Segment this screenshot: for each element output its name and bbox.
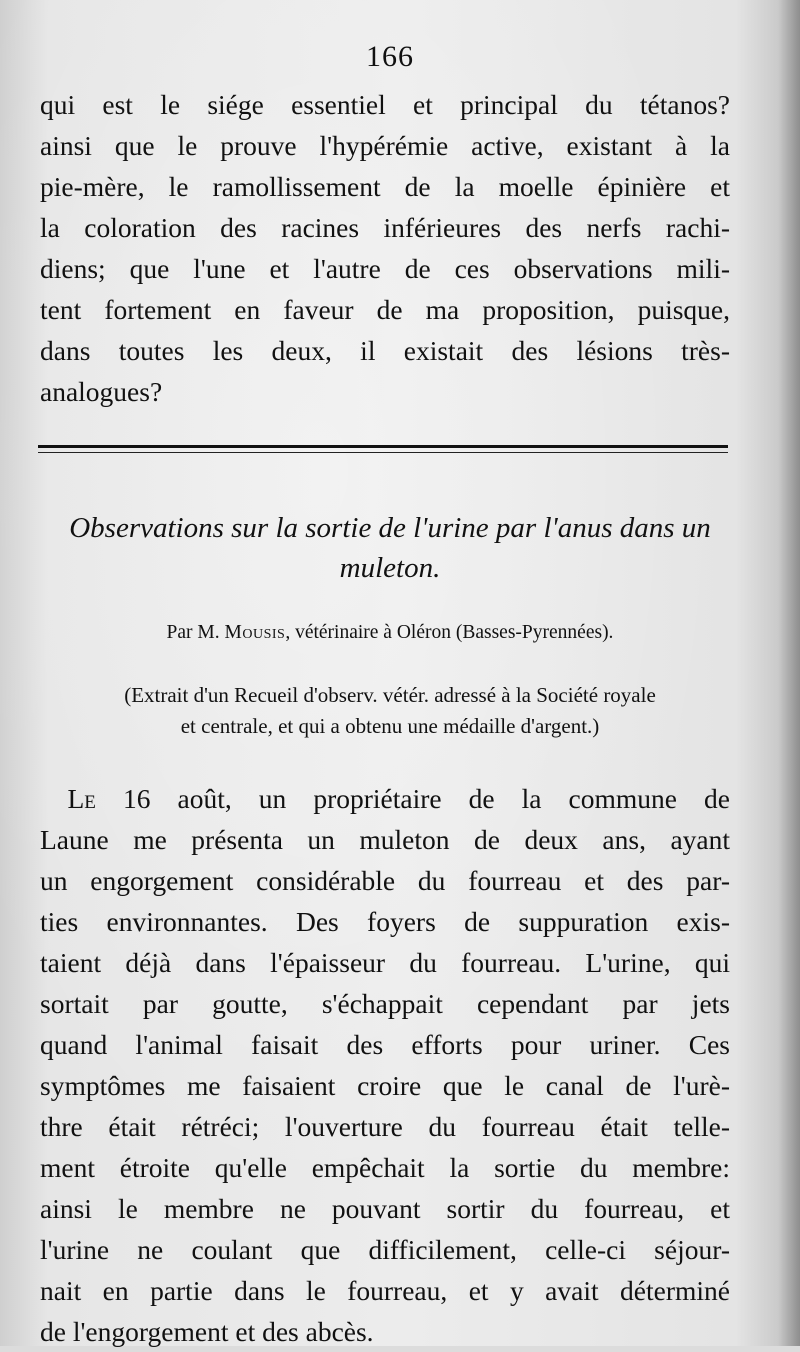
first-line-rest: 16 août, un propriétaire de la commune de [95, 783, 730, 814]
text-line: tent fortement en faveur de ma proposition, puisque, [40, 294, 730, 325]
article-byline [40, 622, 740, 644]
lead-word: Le [67, 783, 96, 814]
text-line: la coloration des racines inférieures des nerfs rachi- [40, 212, 730, 243]
article-paragraph [40, 778, 730, 1352]
text-line-first [40, 778, 730, 819]
source-note-line: et centrale, et qui a obtenu une médaille d'argent.) [180, 714, 600, 738]
byline-suffix: , vétérinaire à Oléron (Basses-Pyrennées). [285, 622, 614, 643]
article-title-line: Observations sur la sortie de l'urine par l'anus dans un [69, 512, 711, 544]
text-line: ment étroite qu'elle empêchait la sortie du membre: [40, 1152, 730, 1183]
text-line: dans toutes les deux, il existait des lésions très- [40, 335, 730, 366]
text-line: l'urine ne coulant que difficilement, celle-ci séjour- [40, 1234, 730, 1265]
byline-author: Mousis [224, 622, 286, 643]
text-line: ties environnantes. Des foyers de suppuration exis- [40, 906, 730, 937]
text-line: qui est le siége essentiel et principal du tétanos? [40, 89, 730, 120]
page-edge-shadow [778, 0, 800, 1346]
section-divider-thick [38, 445, 728, 448]
text-line: quand l'animal faisait des efforts pour uriner. Ces [40, 1029, 730, 1060]
article-title-line: muleton. [339, 552, 441, 584]
text-line: Laune me présenta un muleton de deux ans, ayant [40, 824, 730, 855]
article-title [40, 508, 740, 588]
text-line: de l'engorgement et des abcès. [40, 1316, 374, 1347]
text-line: un engorgement considérable du fourreau et des par- [40, 865, 730, 896]
text-line: ainsi le membre ne pouvant sortir du fourreau, et [40, 1193, 730, 1224]
source-note-line: (Extrait d'un Recueil d'observ. vétér. adressé à la Société royale [124, 683, 656, 707]
section-divider-thin [38, 452, 728, 453]
text-line: diens; que l'une et l'autre de ces observations mili- [40, 253, 730, 284]
text-line: taient déjà dans l'épaisseur du fourreau. L'urine, qui [40, 947, 730, 978]
text-line: sortait par goutte, s'échappait cependant par jets [40, 988, 730, 1019]
text-line: symptômes me faisaient croire que le canal de l'urè- [40, 1070, 730, 1101]
text-line: analogues? [40, 376, 163, 407]
page-number: 166 [366, 40, 414, 73]
text-line: pie-mère, le ramollissement de la moelle épinière et [40, 171, 730, 202]
text-line: ainsi que le prouve l'hypérémie active, existant à la [40, 130, 730, 161]
byline-prefix: Par M. [166, 622, 220, 643]
text-line: thre était rétréci; l'ouverture du fourreau était telle- [40, 1111, 730, 1142]
text-line: nait en partie dans le fourreau, et y avait déterminé [40, 1275, 730, 1306]
paragraph-continuation [40, 84, 730, 412]
source-note [40, 680, 740, 742]
